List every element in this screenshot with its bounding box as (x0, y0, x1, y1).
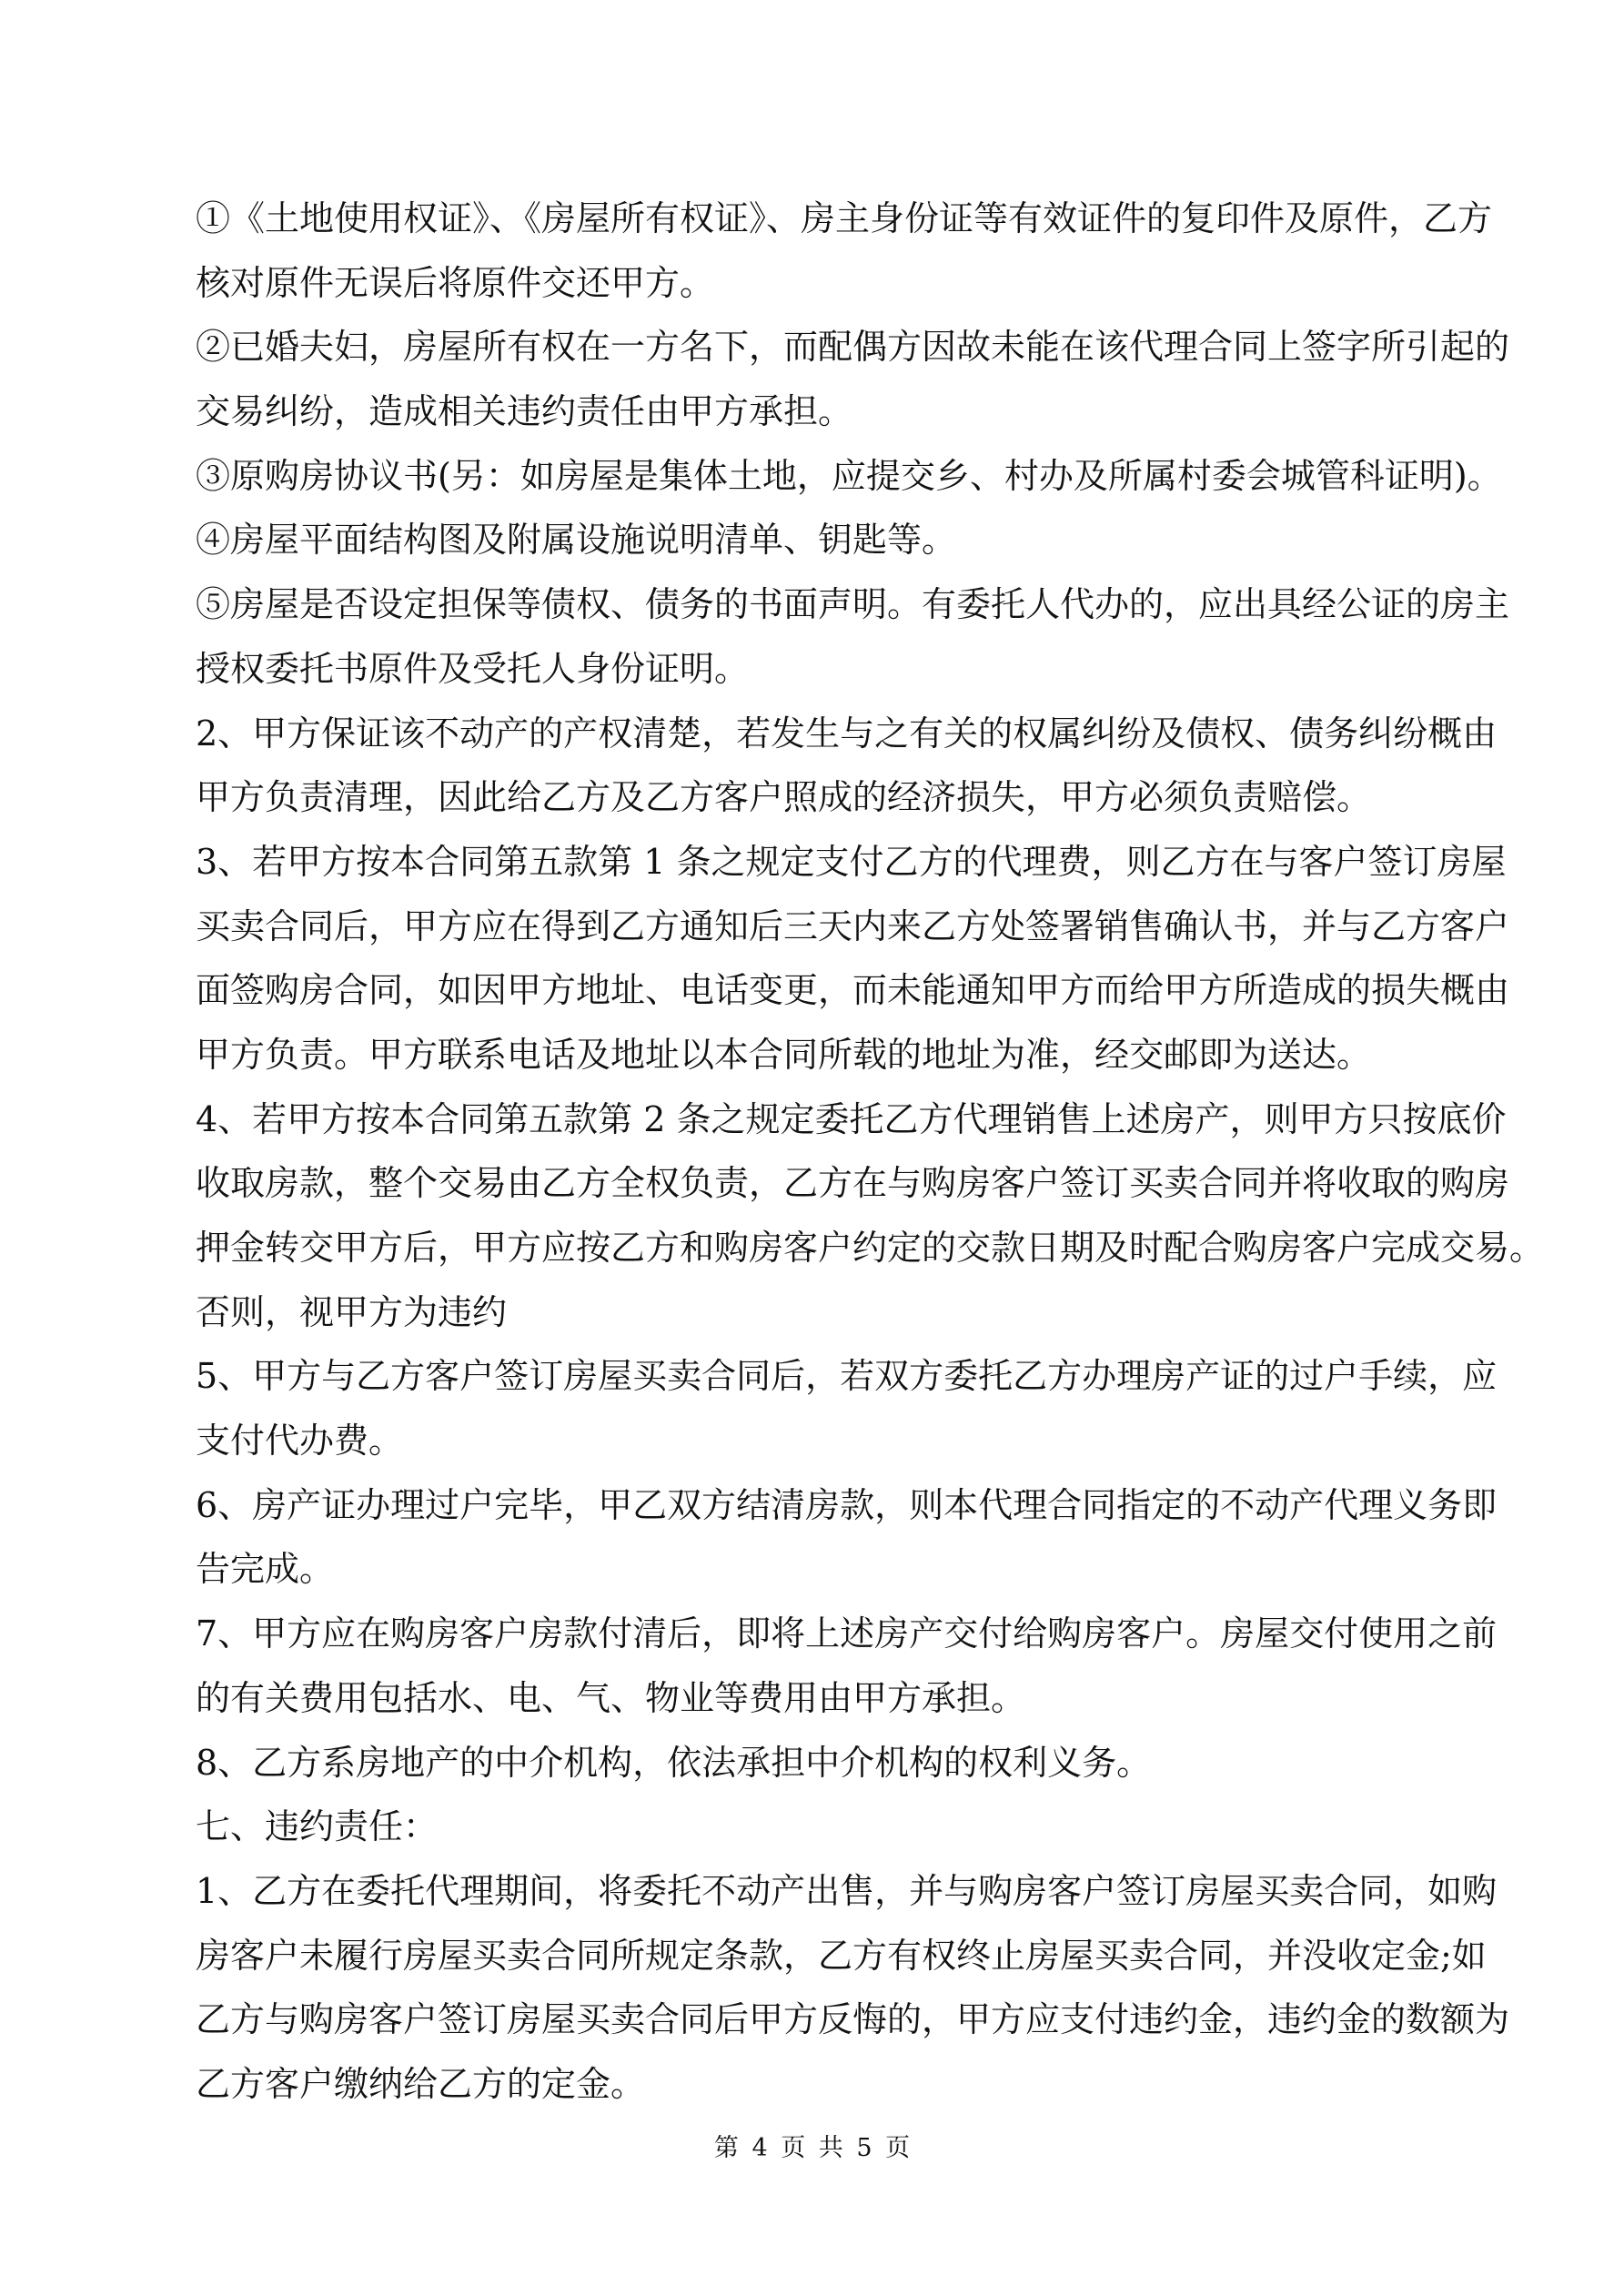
text-line: 7、甲方应在购房客户房款付清后，即将上述房产交付给购房客户。房屋交付使用之前 (196, 1613, 1498, 1654)
text-line: 否则，视甲方为违约 (196, 1291, 508, 1332)
page-footer: 第 4 页 共 5 页 (713, 2134, 911, 2162)
text-line: 房客户未履行房屋买卖合同所规定条款，乙方有权终止房屋买卖合同，并没收定金;如 (196, 1935, 1487, 1976)
text-line: 支付代办费。 (196, 1421, 404, 1462)
text-line: 的有关费用包括水、电、气、物业等费用由甲方承担。 (196, 1677, 1026, 1718)
text-line: 乙方客户缴纳给乙方的定金。 (196, 2063, 646, 2104)
text-line: 3、若甲方按本合同第五款第 1 条之规定支付乙方的代理费，则乙方在与客户签订房屋 (196, 841, 1507, 882)
text-line: 4、若甲方按本合同第五款第 2 条之规定委托乙方代理销售上述房产，则甲方只按底价 (196, 1098, 1507, 1139)
text-line: ①《土地使用权证》、《房屋所有权证》、房主身份证等有效证件的复印件及原件，乙方 (196, 198, 1493, 238)
text-line: 5、甲方与乙方客户签订房屋买卖合同后，若双方委托乙方办理房产证的过户手续，应 (196, 1356, 1498, 1397)
text-line: 乙方与购房客户签订房屋买卖合同后甲方反悔的，甲方应支付违约金，违约金的数额为 (196, 1999, 1510, 2040)
text-line: 面签购房合同，如因甲方地址、电话变更，而未能通知甲方而给甲方所造成的损失概由 (196, 970, 1510, 1011)
text-line: 交易纠纷，造成相关违约责任由甲方承担。 (196, 391, 853, 432)
text-line: 核对原件无误后将原件交还甲方。 (196, 262, 715, 303)
text-line: 甲方负责。甲方联系电话及地址以本合同所载的地址为准，经交邮即为送达。 (196, 1034, 1372, 1075)
text-line: 七、违约责任： (196, 1806, 439, 1847)
text-line: 收取房款，整个交易由乙方全权负责，乙方在与购房客户签订买卖合同并将收取的购房 (196, 1163, 1510, 1204)
text-line: ④房屋平面结构图及附属设施说明清单、钥匙等。 (196, 520, 957, 561)
text-line: 买卖合同后，甲方应在得到乙方通知后三天内来乙方处签署销售确认书，并与乙方客户 (196, 905, 1510, 946)
text-line: 甲方负责清理，因此给乙方及乙方客户照成的经济损失，甲方必须负责赔偿。 (196, 777, 1372, 818)
text-line: 6、房产证办理过户完毕，甲乙双方结清房款，则本代理合同指定的不动产代理义务即 (196, 1484, 1498, 1525)
text-line: 授权委托书原件及受托人身份证明。 (196, 648, 750, 689)
text-line: ②已婚夫妇，房屋所有权在一方名下，而配偶方因故未能在该代理合同上签字所引起的 (196, 327, 1510, 368)
document-body (196, 187, 1545, 2117)
text-line: 2、甲方保证该不动产的产权清楚，若发生与之有关的权属纠纷及债权、债务纠纷概由 (196, 713, 1498, 754)
text-line: 8、乙方系房地产的中介机构，依法承担中介机构的权利义务。 (196, 1742, 1152, 1783)
text-line: 告完成。 (196, 1549, 335, 1590)
text-line: 押金转交甲方后，甲方应按乙方和购房客户约定的交款日期及时配合购房客户完成交易。 (196, 1228, 1545, 1268)
text-line: ③原购房协议书(另：如房屋是集体土地，应提交乡、村办及所属村委会城管科证明)。 (196, 455, 1502, 496)
text-line: ⑤房屋是否设定担保等债权、债务的书面声明。有委托人代办的，应出具经公证的房主 (196, 584, 1510, 625)
text-line: 1、乙方在委托代理期间，将委托不动产出售，并与购房客户签订房屋买卖合同，如购 (196, 1870, 1498, 1911)
